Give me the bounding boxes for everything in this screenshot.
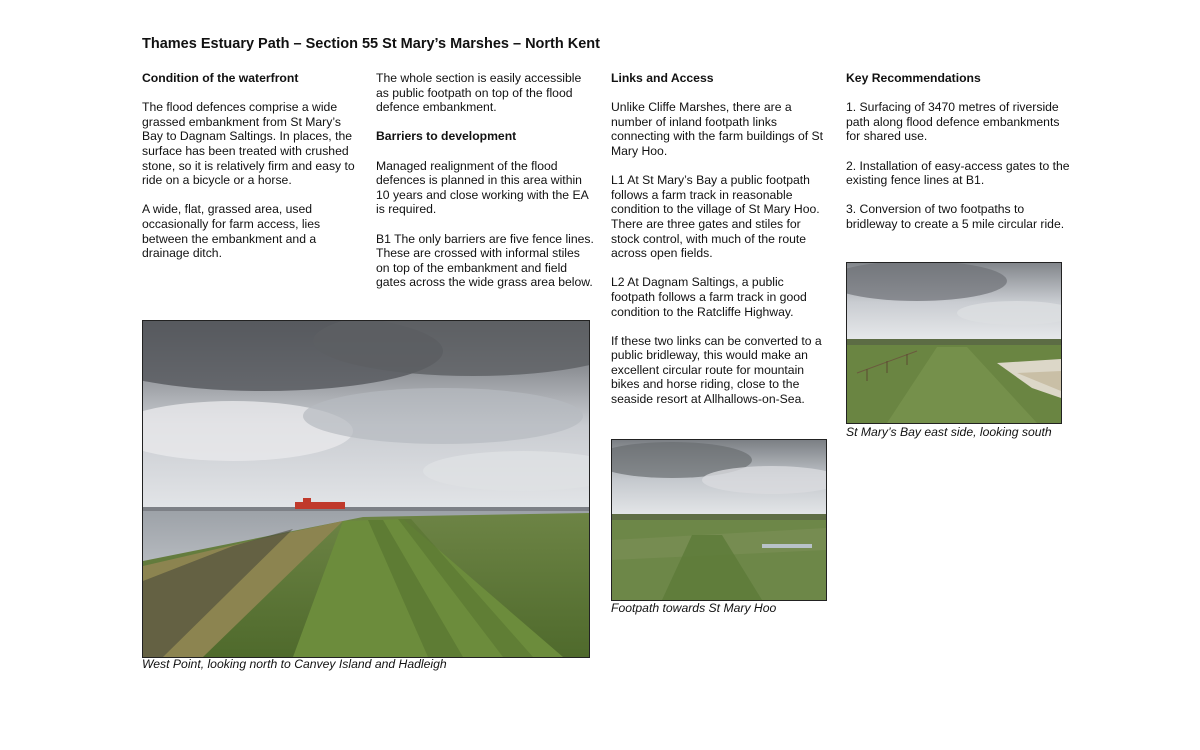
paragraph-grassed-area: A wide, flat, grassed area, used occasionally for farm access, lies between the embankment and a drainage ditch. xyxy=(142,202,321,261)
paragraph-b1: B1 The only barriers are five fence lines. These are crossed with informal stiles on top of the embankment and field gates across the wide grass area below. xyxy=(376,231,594,290)
recommendation-3: 3. Conversion of two footpaths to bridleway to create a 5 mile circular ride. xyxy=(846,202,1065,231)
heading-links: Links and Access xyxy=(611,71,714,85)
caption-west-point: West Point, looking north to Canvey Island and Hadleigh xyxy=(142,657,447,671)
column-links xyxy=(611,71,829,421)
paragraph-l2: L2 At Dagnam Saltings, a public footpath follows a farm track in good condition to the Ratcliffe Highway. xyxy=(611,275,807,319)
caption-st-marys-bay: St Mary’s Bay east side, looking south xyxy=(846,425,1052,439)
heading-barriers: Barriers to development xyxy=(376,129,517,144)
recommendation-2: 2. Installation of easy-access gates to the existing fence lines at B1. xyxy=(846,158,1070,188)
paragraph-inland-links: Unlike Cliffe Marshes, there are a number of inland footpath links connecting with the farm buildings of St Mary Hoo. xyxy=(611,100,824,158)
photo-west-point xyxy=(142,320,590,658)
column-barriers xyxy=(376,71,594,305)
paragraph-bridleway: If these two links can be converted to a public bridleway, this would make an excellent circular route for mountain bikes and horse riding, close to the seaside resort at Allhallows-on-Sea. xyxy=(611,333,822,407)
heading-recommendations: Key Recommendations xyxy=(846,71,981,85)
column-waterfront xyxy=(142,71,360,275)
paragraph-realignment: Managed realignment of the flood defences is planned in this area within 10 years and close working with the EA is required. xyxy=(376,158,589,217)
paragraph-accessible: The whole section is easily accessible as public footpath on top of the flood defence embankment. xyxy=(376,71,582,115)
page-title: Thames Estuary Path – Section 55 St Mary’s Marshes – North Kent xyxy=(142,36,600,52)
paragraph-l1: L1 At St Mary’s Bay a public footpath follows a farm track in reasonable condition to the village of St Mary Hoo. There are three gates and stiles for stock control, with much of the route across open fields. xyxy=(611,173,820,261)
caption-footpath: Footpath towards St Mary Hoo xyxy=(611,601,777,615)
photo-st-marys-bay xyxy=(846,262,1062,424)
paragraph-flood-defences: The flood defences comprise a wide grassed embankment from St Mary’s Bay to Dagnam Saltings. In places, the surface has been treated with crushed stone, so it is relatively firm and easy to ride on a bicycle or a horse. xyxy=(142,100,355,188)
heading-condition: Condition of the waterfront xyxy=(142,71,299,85)
photo-footpath-st-mary-hoo xyxy=(611,439,827,601)
recommendation-1: 1. Surfacing of 3470 metres of riverside path along flood defence embankments for shared use. xyxy=(846,100,1060,144)
column-recommendations xyxy=(846,71,1070,246)
